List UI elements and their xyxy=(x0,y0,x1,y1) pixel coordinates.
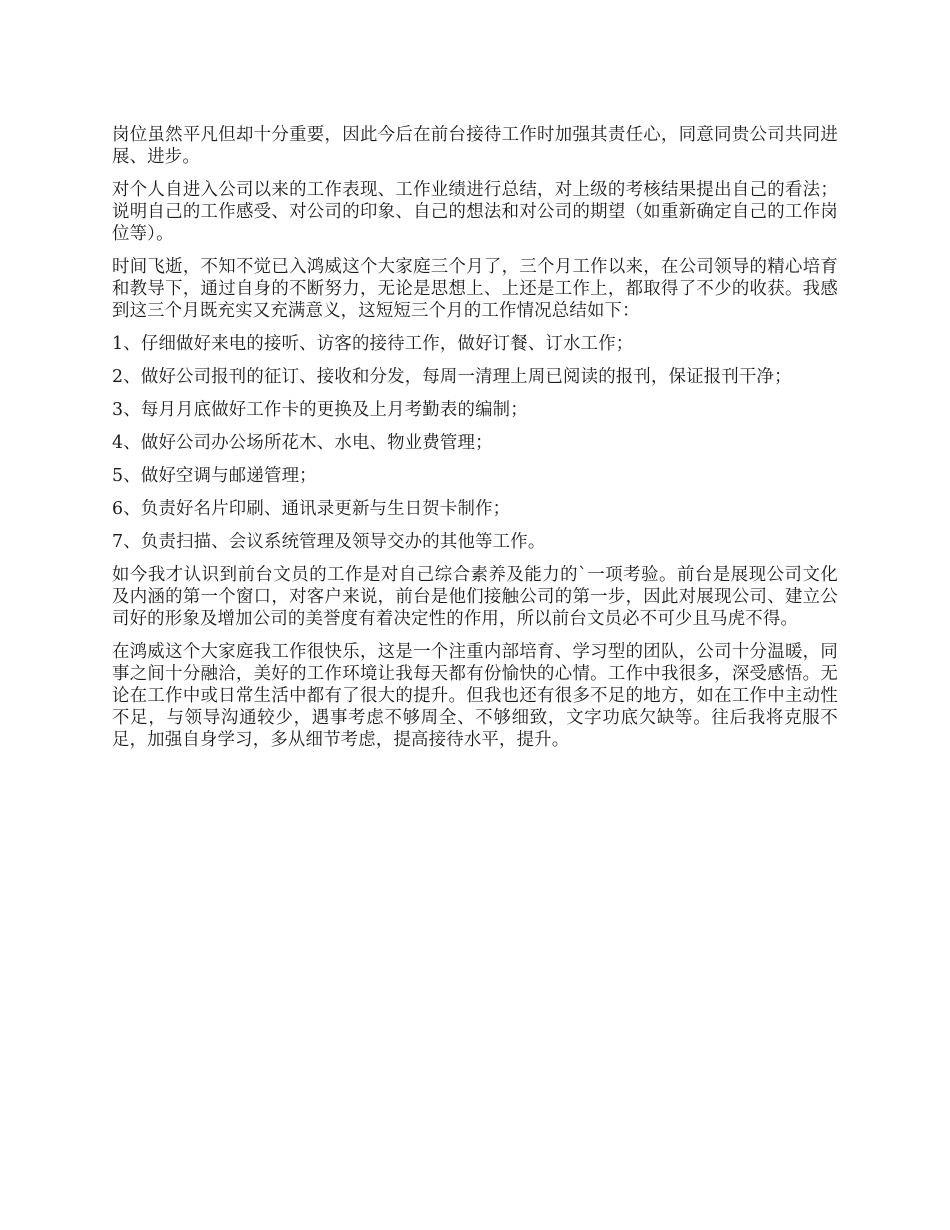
paragraph-reflection: 在鸿威这个大家庭我工作很快乐，这是一个注重内部培育、学习型的团队，公司十分温暖，同事之间十分融洽，美好的工作环境让我每天都有份愉快的心情。工作中我很多，深受感悟。无论在工作中或日常生活中都有了很大的提升。但我也还有很多不足的地方，如在工作中主动性不足，与领导沟通较少，遇事考虑不够周全、不够细致，文字功底欠缺等。往后我将克服不足，加强自身学习，多从细节考虑，提高接待水平，提升。 xyxy=(112,642,838,750)
list-item-duty-2: 2、做好公司报刊的征订、接收和分发，每周一清理上周已阅读的报刊，保证报刊干净； xyxy=(112,367,792,387)
list-item-duty-1: 1、仔细做好来电的接听、访客的接待工作，做好订餐、订水工作； xyxy=(112,334,634,354)
paragraph-summary-guideline: 对个人自进入公司以来的工作表现、工作业绩进行总结，对上级的考核结果提出自己的看法；说明自己的工作感受、对公司的印象、自己的想法和对公司的期望（如重新确定自己的工作岗位等）。 xyxy=(112,180,838,244)
paragraph-intro: 岗位虽然平凡但却十分重要，因此今后在前台接待工作时加强其责任心，同意同贵公司共同进展、进步。 xyxy=(112,125,838,167)
list-item-duty-3: 3、每月月底做好工作卡的更换及上月考勤表的编制； xyxy=(112,400,528,420)
paragraph-three-months: 时间飞逝，不知不觉已入鸿威这个大家庭三个月了，三个月工作以来，在公司领导的精心培育和教导下，通过自身的不断努力，无论是思想上、上还是工作上，都取得了不少的收获。我感到这三个月既充实又充满意义，这短短三个月的工作情况总结如下： xyxy=(112,257,838,321)
list-item-duty-4: 4、做好公司办公场所花木、水电、物业费管理； xyxy=(112,433,493,453)
list-item-duty-6: 6、负责好名片印刷、通讯录更新与生日贺卡制作； xyxy=(112,499,511,519)
paragraph-front-desk-role: 如今我才认识到前台文员的工作是对自己综合素养及能力的`一项考验。前台是展现公司文化及内涵的第一个窗口，对客户来说，前台是他们接触公司的第一步，因此对展现公司、建立公司好的形象及增加公司的美誉度有着决定性的作用，所以前台文员必不可少且马虎不得。 xyxy=(112,565,838,629)
document-body xyxy=(112,124,838,762)
list-item-duty-5: 5、做好空调与邮递管理； xyxy=(112,466,317,486)
list-item-duty-7: 7、负责扫描、会议系统管理及领导交办的其他等工作。 xyxy=(112,532,546,552)
